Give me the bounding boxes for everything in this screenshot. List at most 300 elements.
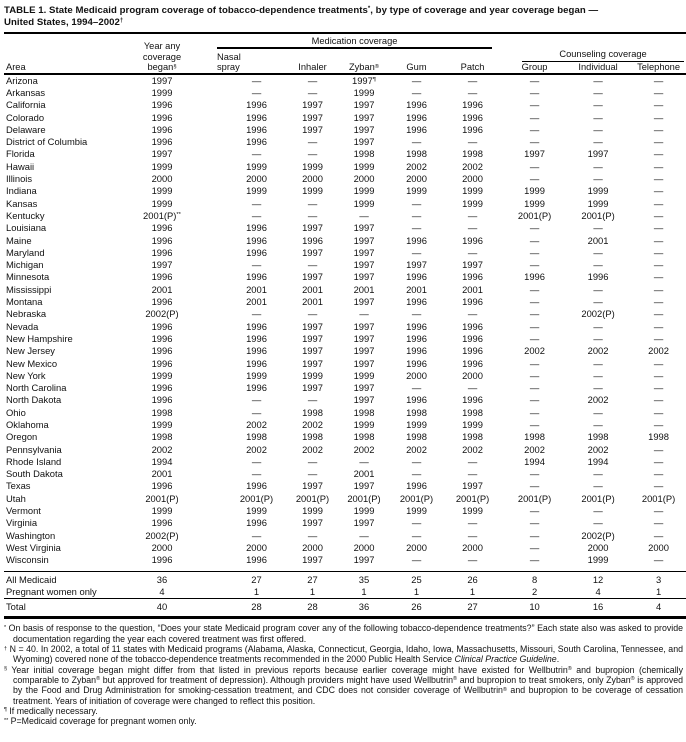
- footnote-marker: §: [4, 666, 8, 673]
- area-cell: South Dakota: [6, 468, 63, 480]
- medication-group-label: Medication coverage: [217, 36, 492, 50]
- col-header-inhaler: Inhaler: [298, 62, 327, 73]
- col-header-telephone: Telephone: [637, 62, 681, 73]
- value-cell: —: [251, 209, 262, 221]
- value-cell: 1997: [302, 320, 323, 332]
- table-row: [4, 136, 686, 148]
- area-cell: New Mexico: [6, 357, 58, 369]
- value-cell: 1999: [462, 505, 483, 517]
- value-cell: 1996: [246, 222, 267, 234]
- area-cell: Rhode Island: [6, 455, 62, 467]
- value-cell: 1997: [524, 148, 545, 160]
- value-cell: —: [593, 320, 603, 332]
- area-cell: Louisiana: [6, 222, 47, 234]
- value-cell: —: [529, 419, 540, 430]
- value-cell: 25: [411, 573, 422, 585]
- area-cell: Delaware: [6, 123, 46, 135]
- value-cell: 2000: [406, 173, 427, 185]
- table-row: [4, 407, 686, 419]
- value-cell: 36: [156, 573, 168, 585]
- value-cell: 1997: [353, 296, 375, 308]
- value-cell: —: [593, 357, 603, 369]
- value-cell: —: [653, 296, 664, 308]
- table-row: [4, 419, 686, 431]
- value-cell: —: [593, 173, 603, 185]
- value-cell: 1999: [151, 185, 173, 197]
- value-cell: 1996: [151, 345, 173, 357]
- area-cell: New Hampshire: [6, 332, 73, 344]
- value-cell: —: [653, 480, 664, 492]
- value-cell: 2000: [648, 541, 669, 553]
- value-cell: 1998: [353, 148, 375, 160]
- value-cell: —: [593, 517, 603, 529]
- value-cell: 1998: [151, 431, 173, 443]
- value-cell: 2001: [353, 283, 375, 295]
- value-cell: 1997: [353, 480, 375, 492]
- value-cell: 2002: [462, 443, 483, 455]
- value-cell: 1997: [353, 222, 375, 234]
- value-cell: 2002: [302, 419, 323, 430]
- value-cell: 1999: [587, 185, 609, 197]
- value-cell: 1: [309, 585, 316, 597]
- area-cell: New Jersey: [6, 345, 55, 357]
- value-cell: 1996: [462, 99, 483, 111]
- value-cell: 1996: [462, 345, 483, 357]
- value-cell: 3: [655, 573, 662, 585]
- area-cell: Kansas: [6, 197, 38, 209]
- value-cell: 2000: [587, 541, 609, 553]
- value-cell: 1999: [524, 185, 545, 197]
- value-cell: 1999: [246, 369, 267, 381]
- table-row: [4, 358, 686, 370]
- value-cell: 2001(P): [517, 209, 552, 221]
- value-cell: 1996: [462, 394, 483, 406]
- value-cell: 1997: [302, 99, 323, 111]
- value-cell: —: [653, 99, 664, 111]
- value-cell: —: [529, 99, 540, 111]
- area-cell: District of Columbia: [6, 136, 88, 148]
- value-cell: —: [653, 259, 664, 271]
- value-cell: 1998: [524, 431, 545, 443]
- value-cell: 1998: [648, 431, 669, 443]
- value-cell: 1996: [151, 111, 173, 123]
- value-cell: —: [467, 209, 478, 221]
- value-cell: 1996: [246, 480, 267, 492]
- col-header-gum: Gum: [406, 62, 427, 73]
- value-cell: 1996: [246, 99, 267, 111]
- value-cell: 8: [531, 573, 538, 585]
- value-cell: —: [411, 222, 422, 234]
- area-cell: Mississippi: [6, 283, 52, 295]
- value-cell: 1996: [462, 123, 483, 135]
- value-cell: 1999: [302, 505, 323, 517]
- value-cell: 1: [655, 585, 662, 597]
- value-cell: 27: [307, 573, 318, 585]
- value-cell: 2002: [151, 443, 173, 455]
- value-cell: 1997: [587, 148, 609, 160]
- value-cell: 1997: [462, 259, 483, 271]
- value-cell: —: [529, 541, 540, 553]
- value-cell: —: [653, 86, 664, 98]
- value-cell: 1999: [353, 419, 375, 430]
- table-row: [4, 542, 686, 554]
- value-cell: —: [529, 554, 540, 566]
- table-row: [4, 210, 686, 222]
- value-cell: 1997: [462, 480, 483, 492]
- value-cell: 1997: [302, 271, 323, 283]
- footnotes: [4, 623, 683, 726]
- value-cell: 1996: [406, 111, 427, 123]
- value-cell: 1997¶: [352, 74, 376, 86]
- value-cell: —: [593, 74, 603, 86]
- value-cell: —: [653, 308, 664, 320]
- value-cell: 2000: [302, 173, 323, 185]
- table-row: [4, 444, 686, 456]
- value-cell: 2002(P): [145, 529, 179, 541]
- value-cell: —: [307, 197, 318, 209]
- value-cell: —: [653, 148, 664, 160]
- value-cell: 28: [251, 601, 262, 613]
- area-cell: Illinois: [6, 173, 33, 185]
- value-cell: 2002: [524, 443, 545, 455]
- header-spacer: [502, 33, 686, 49]
- area-cell: Total: [6, 601, 26, 613]
- value-cell: —: [653, 382, 664, 394]
- value-cell: 1997: [353, 234, 375, 246]
- value-cell: 1996: [151, 394, 173, 406]
- table-row: [4, 517, 686, 529]
- value-cell: 1998: [406, 431, 427, 443]
- value-cell: 1996: [462, 320, 483, 332]
- value-cell: 2001(P): [347, 492, 381, 504]
- value-cell: 2001(P): [145, 492, 179, 504]
- value-cell: —: [467, 86, 478, 98]
- table-row: [4, 554, 686, 571]
- table-row: [4, 296, 686, 308]
- value-cell: 1994: [524, 455, 545, 467]
- value-cell: 1999: [353, 505, 375, 517]
- value-cell: 1997: [353, 111, 375, 123]
- value-cell: 2001(P)**: [143, 209, 181, 221]
- area-cell: Wisconsin: [6, 554, 49, 566]
- value-cell: 1999: [587, 554, 609, 566]
- value-cell: 2001(P): [581, 209, 615, 221]
- table-row: [4, 222, 686, 234]
- value-cell: —: [467, 74, 478, 86]
- total-row: [4, 599, 686, 618]
- table-row: [4, 173, 686, 185]
- value-cell: 1997: [353, 332, 375, 344]
- value-cell: —: [653, 123, 664, 135]
- value-cell: —: [529, 123, 540, 135]
- value-cell: 2001: [302, 296, 323, 308]
- area-cell: Texas: [6, 480, 31, 492]
- value-cell: —: [529, 160, 540, 172]
- table-row: [4, 198, 686, 210]
- value-cell: 1: [253, 585, 260, 597]
- value-cell: 1994: [587, 455, 609, 467]
- value-cell: 36: [358, 601, 370, 613]
- table-row: [4, 530, 686, 542]
- value-cell: 2001: [302, 283, 323, 295]
- value-cell: —: [593, 296, 603, 308]
- value-cell: —: [411, 74, 422, 86]
- value-cell: 1997: [302, 480, 323, 492]
- value-cell: —: [653, 529, 664, 541]
- value-cell: 1996: [462, 234, 483, 246]
- value-cell: 35: [358, 573, 370, 585]
- value-cell: —: [529, 136, 540, 148]
- area-cell: Washington: [6, 529, 56, 541]
- value-cell: —: [529, 283, 540, 295]
- value-cell: —: [653, 283, 664, 295]
- value-cell: 1999: [353, 197, 375, 209]
- value-cell: 2001(P): [455, 492, 490, 504]
- value-cell: —: [307, 74, 318, 86]
- value-cell: —: [251, 259, 262, 271]
- value-cell: 1997: [302, 345, 323, 357]
- value-cell: 1996: [151, 296, 173, 308]
- value-cell: —: [251, 455, 262, 467]
- value-cell: —: [653, 394, 664, 406]
- table-row: [4, 333, 686, 345]
- value-cell: —: [653, 320, 664, 332]
- value-cell: 1996: [151, 332, 173, 344]
- value-cell: —: [653, 209, 664, 221]
- value-cell: 1998: [151, 406, 173, 418]
- value-cell: 1999: [151, 419, 173, 430]
- value-cell: 1996: [462, 357, 483, 369]
- value-cell: —: [653, 554, 664, 566]
- value-cell: 2000: [406, 369, 427, 381]
- value-cell: 1996: [151, 271, 173, 283]
- value-cell: —: [411, 468, 422, 480]
- medicaid-coverage-table: [4, 32, 686, 619]
- area-cell: Florida: [6, 148, 35, 160]
- value-cell: 1999: [302, 185, 323, 197]
- area-cell: Pennsylvania: [6, 443, 62, 455]
- value-cell: 1997: [302, 332, 323, 344]
- value-cell: 1996: [406, 271, 427, 283]
- value-cell: 2000: [406, 541, 427, 553]
- value-cell: 1997: [353, 382, 375, 394]
- value-cell: 2000: [246, 173, 267, 185]
- value-cell: —: [653, 222, 664, 234]
- col-header-area: Area: [6, 62, 26, 73]
- value-cell: —: [593, 468, 603, 480]
- value-cell: —: [593, 283, 603, 295]
- value-cell: 1996: [406, 357, 427, 369]
- area-cell: Pregnant women only: [6, 585, 97, 597]
- value-cell: 1999: [462, 185, 483, 197]
- value-cell: —: [593, 406, 603, 418]
- value-cell: 1999: [151, 86, 173, 98]
- value-cell: 27: [467, 601, 478, 613]
- value-cell: —: [251, 197, 262, 209]
- table-row: [4, 259, 686, 271]
- value-cell: —: [307, 394, 318, 406]
- value-cell: 12: [592, 573, 604, 585]
- value-cell: 1997: [353, 136, 375, 148]
- value-cell: —: [529, 222, 540, 234]
- table-header: [4, 33, 686, 74]
- value-cell: —: [529, 382, 540, 394]
- value-cell: 1996: [246, 246, 267, 258]
- value-cell: 1999: [353, 369, 375, 381]
- value-cell: —: [529, 74, 540, 86]
- value-cell: —: [653, 419, 664, 430]
- value-cell: 2001: [587, 234, 609, 246]
- value-cell: —: [593, 332, 603, 344]
- value-cell: —: [593, 136, 603, 148]
- value-cell: —: [529, 517, 540, 529]
- area-cell: Nebraska: [6, 308, 47, 320]
- value-cell: —: [307, 259, 318, 271]
- value-cell: 2001(P): [581, 492, 615, 504]
- value-cell: —: [251, 529, 262, 541]
- area-cell: Maryland: [6, 246, 45, 258]
- value-cell: 1996: [406, 320, 427, 332]
- value-cell: —: [653, 332, 664, 344]
- value-cell: 2002: [648, 345, 669, 357]
- value-cell: 1999: [246, 160, 267, 172]
- area-cell: New York: [6, 369, 46, 381]
- value-cell: 1997: [353, 246, 375, 258]
- value-cell: —: [307, 86, 318, 98]
- value-cell: —: [529, 529, 540, 541]
- value-cell: 1999: [151, 197, 173, 209]
- area-cell: Michigan: [6, 259, 44, 271]
- value-cell: —: [411, 308, 422, 320]
- value-cell: 1998: [462, 431, 483, 443]
- value-cell: —: [653, 74, 664, 86]
- value-cell: —: [251, 74, 262, 86]
- value-cell: 1998: [353, 431, 375, 443]
- value-cell: 1: [413, 585, 420, 597]
- value-cell: 2002: [302, 443, 323, 455]
- area-cell: Virginia: [6, 517, 38, 529]
- value-cell: —: [653, 406, 664, 418]
- value-cell: 1998: [462, 148, 483, 160]
- footnote: § Year initial coverage began might differ from that listed in previous reports because earlier coverage might have existed for Wellbutrin® and bupropion (chemically comparable to Zyban® but approved for treatment of depression). Although providers might have used Wellbutrin® and bupropion to treat smokers, only Zyban® is approved by the Food and Drug Administration for smoking-cessation treatment, and CDC does not consider coverage of Wellbutrin® and bupropion to be coverage of cessation treatment. Years of initiation of coverage were changed to reflect this position.: [4, 664, 683, 706]
- value-cell: —: [593, 99, 603, 111]
- value-cell: 2001: [246, 283, 267, 295]
- value-cell: 4: [655, 601, 662, 613]
- value-cell: —: [529, 394, 540, 406]
- value-cell: 10: [529, 601, 540, 613]
- value-cell: 1999: [302, 160, 323, 172]
- value-cell: —: [653, 505, 664, 517]
- table-row: [4, 431, 686, 443]
- value-cell: 1996: [151, 136, 173, 148]
- value-cell: —: [653, 197, 664, 209]
- value-cell: —: [653, 111, 664, 123]
- value-cell: 1996: [246, 332, 267, 344]
- value-cell: 2: [531, 585, 538, 597]
- table-row: [4, 185, 686, 197]
- value-cell: 1996: [462, 271, 483, 283]
- value-cell: 28: [307, 601, 318, 613]
- value-cell: 4: [159, 585, 165, 597]
- value-cell: 2002: [246, 443, 267, 455]
- value-cell: 1996: [246, 234, 267, 246]
- value-cell: 1996: [246, 320, 267, 332]
- value-cell: 2001: [246, 296, 267, 308]
- summary-rows: [4, 571, 686, 599]
- value-cell: —: [467, 468, 478, 480]
- value-cell: 40: [156, 601, 168, 613]
- area-cell: Arkansas: [6, 86, 46, 98]
- table-row: [4, 74, 686, 87]
- value-cell: 1997: [353, 357, 375, 369]
- value-cell: 1999: [462, 197, 483, 209]
- value-cell: 1997: [353, 345, 375, 357]
- value-cell: —: [653, 468, 664, 480]
- value-cell: 1999: [353, 185, 375, 197]
- value-cell: 1998: [302, 431, 323, 443]
- value-cell: 1996: [406, 99, 427, 111]
- value-cell: 1997: [302, 111, 323, 123]
- value-cell: —: [593, 246, 603, 258]
- table-row: [4, 370, 686, 382]
- value-cell: 1999: [151, 160, 173, 172]
- value-cell: 2001(P): [517, 492, 552, 504]
- value-cell: —: [411, 529, 422, 541]
- value-cell: —: [653, 455, 664, 467]
- value-cell: 1999: [406, 419, 427, 430]
- value-cell: 1996: [462, 296, 483, 308]
- value-cell: 2000: [462, 369, 483, 381]
- table-row: [4, 382, 686, 394]
- value-cell: 1999: [587, 197, 609, 209]
- value-cell: 1999: [246, 505, 267, 517]
- value-cell: 1998: [246, 431, 267, 443]
- value-cell: 1996: [406, 123, 427, 135]
- footnote-marker: **: [4, 717, 9, 724]
- value-cell: —: [411, 382, 422, 394]
- value-cell: 1996: [246, 111, 267, 123]
- value-cell: —: [529, 468, 540, 480]
- value-cell: 1996: [151, 99, 173, 111]
- value-cell: —: [467, 308, 478, 320]
- value-cell: 16: [592, 601, 604, 613]
- value-cell: 1997: [151, 74, 173, 86]
- value-cell: 1997: [353, 554, 375, 566]
- value-cell: 1997: [353, 271, 375, 283]
- value-cell: 1997: [302, 554, 323, 566]
- value-cell: 1996: [246, 554, 267, 566]
- value-cell: 1996: [524, 271, 545, 283]
- value-cell: 2001(P): [295, 492, 330, 504]
- area-cell: Kentucky: [6, 209, 45, 221]
- col-header-zyban: Zyban®: [348, 62, 380, 73]
- value-cell: 1997: [302, 123, 323, 135]
- value-cell: 1996: [406, 332, 427, 344]
- value-cell: —: [653, 173, 664, 185]
- value-cell: —: [307, 209, 318, 221]
- value-cell: 1997: [353, 320, 375, 332]
- value-cell: —: [593, 111, 603, 123]
- value-cell: 2002: [406, 443, 427, 455]
- value-cell: 1999: [151, 369, 173, 381]
- value-cell: 1999: [524, 197, 545, 209]
- value-cell: 1997: [302, 382, 323, 394]
- footnote-marker: *: [4, 625, 7, 631]
- col-header-year: Year any coverage began§: [142, 41, 182, 73]
- area-cell: Vermont: [6, 505, 41, 517]
- value-cell: —: [529, 111, 540, 123]
- area-cell: Minnesota: [6, 271, 50, 283]
